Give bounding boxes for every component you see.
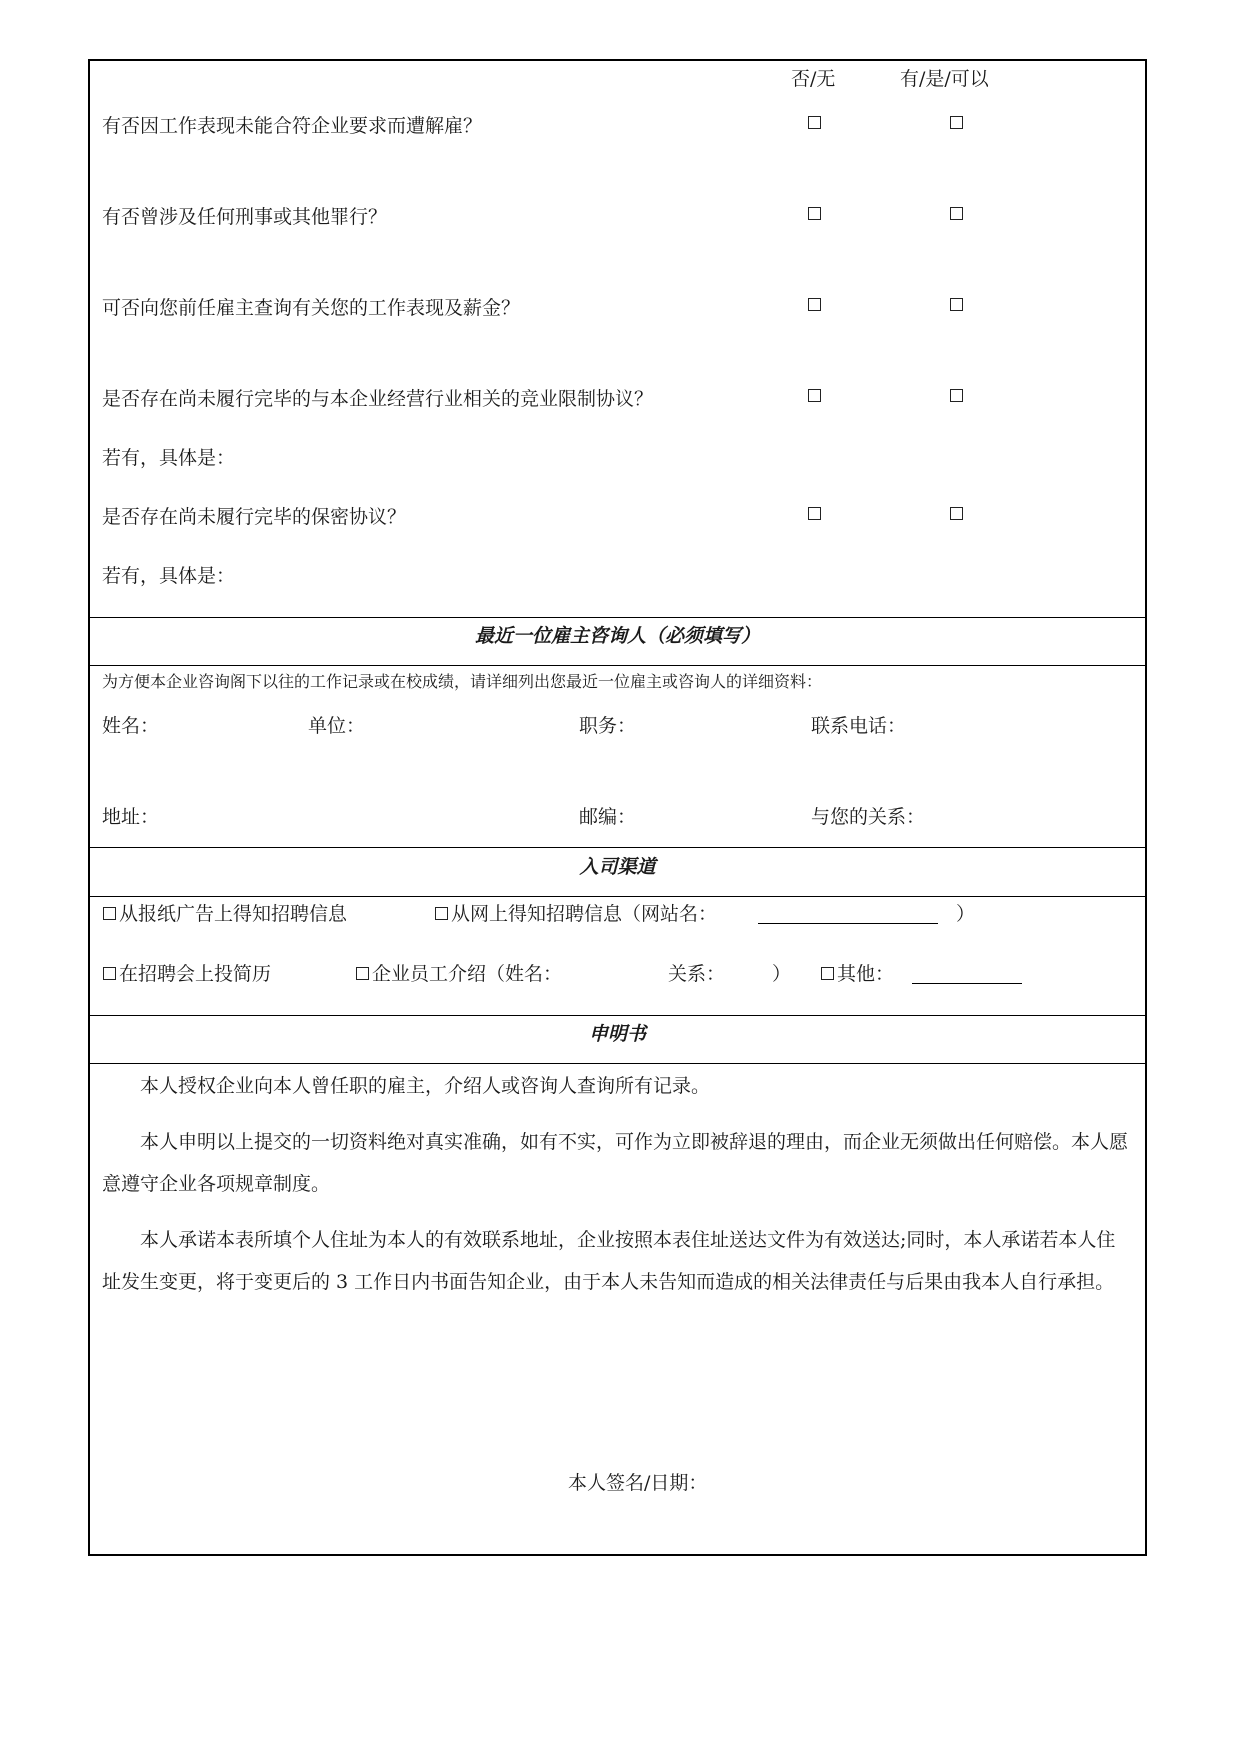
- application-form-frame: [88, 59, 1147, 1556]
- declaration-paragraph-1: 本人授权企业向本人曾任职的雇主，介绍人或咨询人查询所有记录。: [140, 1075, 711, 1097]
- signature-date-label: 本人签名/日期：: [568, 1472, 708, 1494]
- reference-unit-label: 单位：: [308, 715, 366, 737]
- channel-web-label: 从网上得知招聘信息（网站名：: [451, 903, 718, 925]
- channel-employee-relation-label: 关系：: [668, 963, 726, 985]
- channel-employee-checkbox[interactable]: [356, 967, 369, 980]
- question-dismissed-yes-checkbox[interactable]: [950, 116, 963, 129]
- question-confidentiality-yes-checkbox[interactable]: [950, 507, 963, 520]
- reference-name-label: 姓名：: [102, 715, 160, 737]
- divider: [90, 1063, 1145, 1064]
- question-criminal-no-checkbox[interactable]: [808, 207, 821, 220]
- divider: [90, 1015, 1145, 1016]
- channel-employee-close: ）: [772, 963, 792, 985]
- question-dismissed: 有否因工作表现未能合符企业要求而遭解雇？: [102, 115, 483, 137]
- question-noncompete: 是否存在尚未履行完毕的与本企业经营行业相关的竞业限制协议？: [102, 388, 654, 410]
- reference-intro: 为方便本企业咨询阁下以往的工作记录或在校成绩，请详细列出您最近一位雇主或咨询人的详细资料：: [102, 672, 823, 691]
- reference-postcode-label: 邮编：: [579, 806, 637, 828]
- channel-web-checkbox[interactable]: [435, 907, 448, 920]
- channel-newspaper-label: 从报纸广告上得知招聘信息: [119, 903, 348, 925]
- divider: [90, 617, 1145, 618]
- question-confidentiality-no-checkbox[interactable]: [808, 507, 821, 520]
- question-criminal-yes-checkbox[interactable]: [950, 207, 963, 220]
- declaration-paragraph-2: 本人申明以上提交的一切资料绝对真实准确，如有不实，可作为立即被辞退的理由，而企业无须做出任何赔偿。本人愿意遵守企业各项规章制度。: [102, 1131, 1129, 1195]
- column-header-no: 否/无: [791, 68, 836, 90]
- divider: [90, 896, 1145, 897]
- channel-fair-checkbox[interactable]: [103, 967, 116, 980]
- declaration-text: [102, 1065, 1133, 1317]
- question-noncompete-yes-checkbox[interactable]: [950, 389, 963, 402]
- website-name-blank[interactable]: [758, 923, 938, 924]
- question-criminal: 有否曾涉及任何刑事或其他罪行？: [102, 206, 388, 228]
- divider: [90, 665, 1145, 666]
- declaration-section-title: 申明书: [588, 1023, 646, 1045]
- other-channel-blank[interactable]: [912, 983, 1022, 984]
- question-dismissed-no-checkbox[interactable]: [808, 116, 821, 129]
- question-contact-employer-no-checkbox[interactable]: [808, 298, 821, 311]
- channel-web-close: ）: [956, 903, 976, 925]
- divider: [90, 847, 1145, 848]
- question-confidentiality: 是否存在尚未履行完毕的保密协议？: [102, 506, 407, 528]
- reference-address-label: 地址：: [102, 806, 160, 828]
- declaration-paragraph-3: 本人承诺本表所填个人住址为本人的有效联系地址，企业按照本表住址送达文件为有效送达;同时，本人承诺若本人住址发生变更，将于变更后的 3 工作日内书面告知企业，由于本人未告知而造成的相关法律责任与后果由我本人自行承担。: [102, 1229, 1116, 1293]
- channel-employee-label: 企业员工介绍（姓名：: [372, 963, 563, 985]
- reference-position-label: 职务：: [579, 715, 637, 737]
- noncompete-details-label: 若有，具体是：: [102, 447, 236, 469]
- channel-newspaper-checkbox[interactable]: [103, 907, 116, 920]
- channel-fair-label: 在招聘会上投简历: [119, 963, 272, 985]
- reference-phone-label: 联系电话：: [811, 715, 907, 737]
- column-header-yes: 有/是/可以: [900, 68, 989, 90]
- confidentiality-details-label: 若有，具体是：: [102, 565, 236, 587]
- reference-section-title: 最近一位雇主咨询人（必须填写）: [474, 625, 760, 647]
- channel-other-label: 其他：: [837, 963, 895, 985]
- question-contact-employer-yes-checkbox[interactable]: [950, 298, 963, 311]
- channel-other-checkbox[interactable]: [821, 967, 834, 980]
- question-contact-employer: 可否向您前任雇主查询有关您的工作表现及薪金？: [102, 297, 521, 319]
- reference-relation-label: 与您的关系：: [811, 806, 926, 828]
- channel-section-title: 入司渠道: [579, 856, 656, 878]
- question-noncompete-no-checkbox[interactable]: [808, 389, 821, 402]
